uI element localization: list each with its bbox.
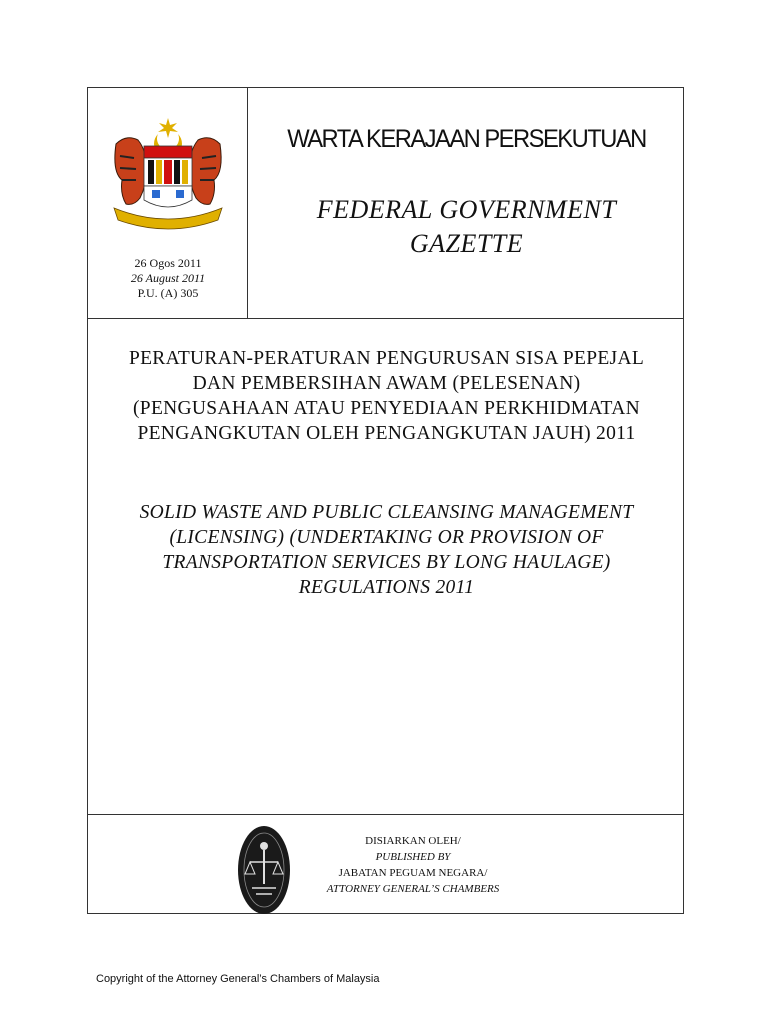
- regulation-malay-line: PENGANGKUTAN OLEH PENGANGKUTAN JAUH) 2011: [137, 423, 636, 444]
- footer-divider: [88, 814, 683, 815]
- date-malay: 26 Ogos 2011: [134, 256, 202, 270]
- publisher-line-4: ATTORNEY GENERAL’S CHAMBERS: [326, 883, 500, 895]
- regulation-english-line: TRANSPORTATION SERVICES BY LONG HAULAGE): [162, 552, 611, 573]
- header-left-cell: [88, 88, 248, 318]
- publisher-block: [298, 833, 528, 897]
- gazette-reference: P.U. (A) 305: [137, 286, 199, 300]
- title-english-line-1: FEDERAL GOVERNMENT: [316, 195, 617, 224]
- gazette-cover-frame: [87, 87, 684, 914]
- publisher-line-2: PUBLISHED BY: [375, 851, 451, 863]
- regulation-malay-line: (PENGUSAHAAN ATAU PENYEDIAAN PERKHIDMATAN: [133, 398, 640, 419]
- publisher-line-1: DISIARKAN OLEH/: [365, 835, 461, 847]
- title-english-line-2: GAZETTE: [409, 229, 524, 258]
- regulation-malay-line: PERATURAN-PERATURAN PENGURUSAN SISA PEPEJAL: [128, 348, 645, 369]
- regulation-english-line: REGULATIONS 2011: [298, 577, 475, 598]
- header-divider: [88, 318, 683, 319]
- regulation-english-line: (LICENSING) (UNDERTAKING OR PROVISION OF: [169, 527, 604, 548]
- malaysia-coat-of-arms-icon: [108, 116, 228, 231]
- attorney-general-chambers-logo-icon: [236, 824, 292, 916]
- copyright-notice: Copyright of the Attorney General’s Chambers of Malaysia: [96, 973, 380, 985]
- regulation-title-english: [98, 500, 675, 600]
- regulation-english-line: SOLID WASTE AND PUBLIC CLEANSING MANAGEMENT: [139, 502, 634, 523]
- regulation-title-malay: [98, 346, 675, 446]
- gazette-dates: [88, 256, 248, 301]
- publisher-line-3: JABATAN PEGUAM NEGARA/: [338, 867, 488, 879]
- date-english: 26 August 2011: [130, 271, 206, 285]
- title-malay: WARTA KERAJAAN PERSEKUTUAN: [287, 125, 646, 153]
- regulation-malay-line: DAN PEMBERSIHAN AWAM (PELESENAN): [192, 373, 581, 394]
- title-english: [248, 193, 685, 261]
